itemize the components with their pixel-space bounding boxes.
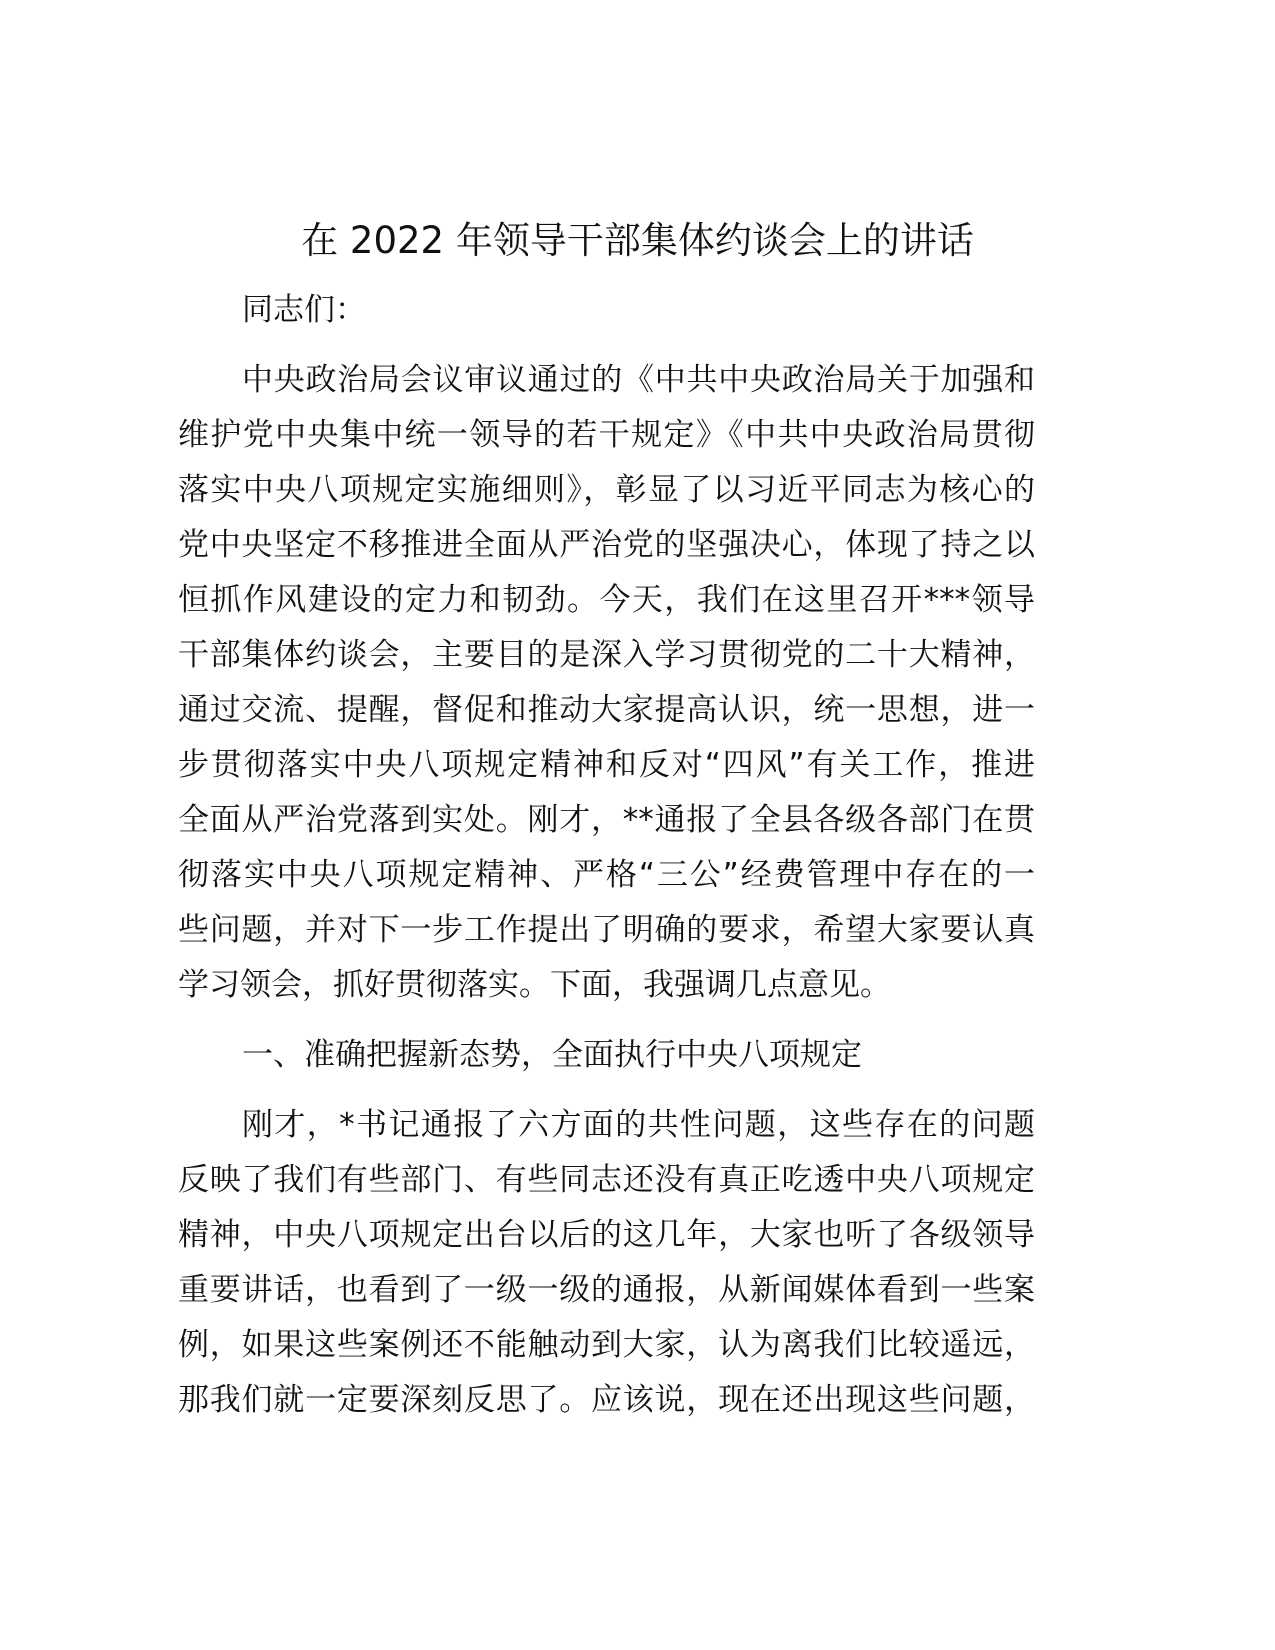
paragraph-line: 重要讲话，也看到了一级一级的通报，从新闻媒体看到一些案 [178, 1272, 1035, 1308]
paragraph-line: 维护党中央集中统一领导的若干规定》《中共中央政治局贯彻 [178, 417, 1035, 453]
paragraph-line: 恒抓作风建设的定力和韧劲。今天，我们在这里召开***领导 [178, 582, 1035, 618]
paragraph-line: 刚才，*书记通报了六方面的共性问题，这些存在的问题 [242, 1107, 1035, 1143]
paragraph-line: 党中央坚定不移推进全面从严治党的坚强决心，体现了持之以 [178, 527, 1035, 563]
salutation: 同志们： [242, 292, 366, 328]
paragraph-line: 彻落实中央八项规定精神、严格“三公”经费管理中存在的一 [178, 857, 1035, 893]
paragraph-line: 精神，中央八项规定出台以后的这几年，大家也听了各级领导 [178, 1217, 1035, 1253]
paragraph-line: 落实中央八项规定实施细则》，彰显了以习近平同志为核心的 [178, 472, 1035, 508]
paragraph-line: 全面从严治党落到实处。刚才，**通报了全县各级各部门在贯 [178, 802, 1035, 838]
paragraph-line: 步贯彻落实中央八项规定精神和反对“四风”有关工作，推进 [178, 747, 1035, 783]
paragraph-line: 例，如果这些案例还不能触动到大家，认为离我们比较遥远， [178, 1327, 1035, 1363]
paragraph-line: 中央政治局会议审议通过的《中共中央政治局关于加强和 [242, 362, 1035, 398]
section-heading: 一、准确把握新态势，全面执行中央八项规定 [242, 1037, 862, 1073]
paragraph-line: 那我们就一定要深刻反思了。应该说，现在还出现这些问题， [178, 1382, 1035, 1418]
paragraph-line: 些问题，并对下一步工作提出了明确的要求，希望大家要认真 [178, 912, 1035, 948]
paragraph-line: 通过交流、提醒，督促和推动大家提高认识，统一思想，进一 [178, 692, 1035, 728]
paragraph-line: 学习领会，抓好贯彻落实。下面，我强调几点意见。 [178, 967, 891, 1003]
document-title: 在 2022 年领导干部集体约谈会上的讲话 [301, 219, 974, 262]
paragraph-line: 反映了我们有些部门、有些同志还没有真正吃透中央八项规定 [178, 1162, 1035, 1198]
paragraph-line: 干部集体约谈会，主要目的是深入学习贯彻党的二十大精神， [178, 637, 1035, 673]
